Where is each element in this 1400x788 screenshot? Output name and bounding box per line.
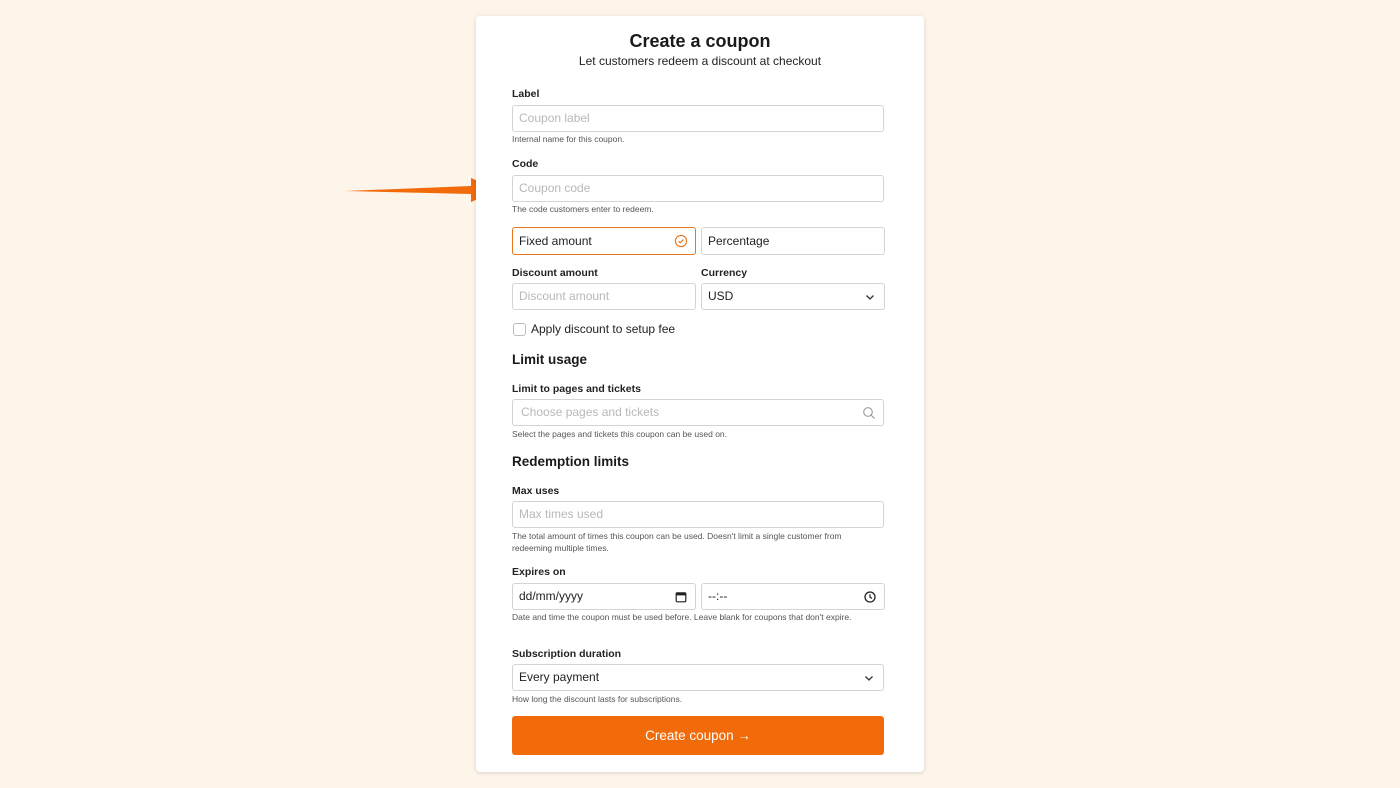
expires-time-input[interactable] <box>701 583 885 610</box>
code-input[interactable]: Coupon code <box>512 175 884 202</box>
subscription-duration-label: Subscription duration <box>512 648 622 660</box>
redemption-limits-heading: Redemption limits <box>512 454 630 469</box>
expires-date-placeholder: dd/mm/yyyy <box>519 589 584 603</box>
chevron-down-icon <box>862 671 876 685</box>
label-field-label: Label <box>512 88 540 100</box>
subscription-duration-value: Every payment <box>519 670 600 684</box>
discount-type-fixed-label: Fixed amount <box>519 234 592 248</box>
search-icon <box>862 406 876 420</box>
check-circle-icon <box>674 234 688 248</box>
expires-help: Date and time the coupon must be used before. Leave blank for coupons that don't expire. <box>512 612 852 622</box>
discount-type-fixed[interactable] <box>512 227 696 255</box>
limit-usage-heading: Limit usage <box>512 352 588 367</box>
setup-fee-label[interactable]: Apply discount to setup fee <box>531 322 676 336</box>
max-uses-input[interactable]: Max times used <box>512 501 884 528</box>
discount-type-percentage[interactable] <box>701 227 885 255</box>
label-input[interactable]: Coupon label <box>512 105 884 132</box>
limit-pages-help: Select the pages and tickets this coupon can be used on. <box>512 429 728 439</box>
currency-label: Currency <box>701 267 748 279</box>
currency-value: USD <box>708 289 734 303</box>
create-coupon-button[interactable]: Create coupon → <box>512 716 884 755</box>
discount-amount-label: Discount amount <box>512 267 598 279</box>
subscription-duration-select[interactable] <box>512 664 884 691</box>
setup-fee-checkbox[interactable] <box>513 323 526 336</box>
page-title: Create a coupon <box>629 31 771 51</box>
pages-tickets-search-input[interactable] <box>512 399 884 426</box>
expires-date-input[interactable] <box>512 583 696 610</box>
calendar-icon[interactable] <box>674 590 688 604</box>
limit-pages-label: Limit to pages and tickets <box>512 383 641 395</box>
discount-amount-input[interactable]: Discount amount <box>512 283 696 310</box>
code-help: The code customers enter to redeem. <box>512 204 654 214</box>
discount-type-percentage-label: Percentage <box>708 234 770 248</box>
expires-on-label: Expires on <box>512 566 566 578</box>
page-subtitle: Let customers redeem a discount at checkout <box>578 54 822 68</box>
expires-time-placeholder: --:-- <box>708 589 728 603</box>
max-uses-help: The total amount of times this coupon can be used. Doesn't limit a single customer from redeeming multiple times. <box>512 531 842 553</box>
clock-icon[interactable] <box>863 590 877 604</box>
max-uses-label: Max uses <box>512 485 560 497</box>
pages-tickets-placeholder: Choose pages and tickets <box>521 405 660 419</box>
code-field-label: Code <box>512 158 539 170</box>
label-help: Internal name for this coupon. <box>512 134 625 144</box>
currency-select[interactable] <box>701 283 885 310</box>
chevron-down-icon <box>863 290 877 304</box>
coupon-form-card <box>476 16 924 772</box>
subscription-duration-help: How long the discount lasts for subscriptions. <box>512 694 683 704</box>
